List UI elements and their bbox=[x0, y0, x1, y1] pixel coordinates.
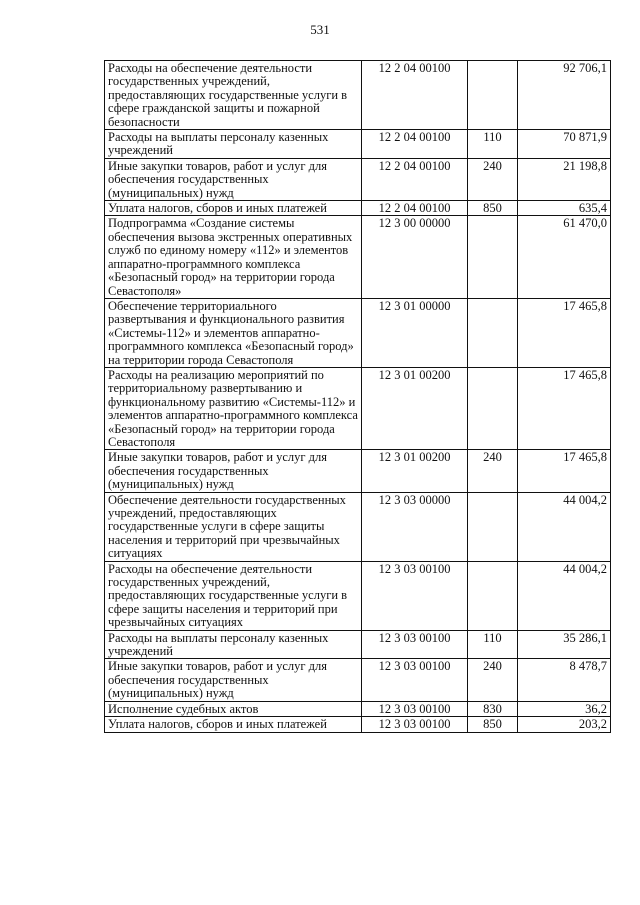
row-name: Расходы на обеспечение деятельности государственных учреждений, предоставляющих государственные услуги в сфере гражданской защиты и пожарной безопасности bbox=[105, 61, 362, 130]
row-amount: 70 871,9 bbox=[518, 130, 611, 159]
table-row bbox=[105, 630, 611, 659]
row-expense-type: 850 bbox=[468, 717, 518, 732]
row-expense-type bbox=[468, 61, 518, 130]
row-target-code: 12 3 01 00200 bbox=[362, 367, 468, 449]
row-name: Иные закупки товаров, работ и услуг для обеспечения государственных (муниципальных) нужд bbox=[105, 450, 362, 492]
row-name: Исполнение судебных актов bbox=[105, 701, 362, 716]
row-amount: 17 465,8 bbox=[518, 450, 611, 492]
row-expense-type bbox=[468, 216, 518, 298]
row-expense-type bbox=[468, 492, 518, 561]
row-name: Обеспечение деятельности государственных учреждений, предоставляющих государственные услуги в сфере защиты населения и территорий при чрезвычайных ситуациях bbox=[105, 492, 362, 561]
row-amount: 44 004,2 bbox=[518, 492, 611, 561]
row-name: Расходы на выплаты персоналу казенных учреждений bbox=[105, 130, 362, 159]
row-amount: 35 286,1 bbox=[518, 630, 611, 659]
row-target-code: 12 3 01 00000 bbox=[362, 298, 468, 367]
row-target-code: 12 3 03 00100 bbox=[362, 717, 468, 732]
row-expense-type: 830 bbox=[468, 701, 518, 716]
row-target-code: 12 2 04 00100 bbox=[362, 61, 468, 130]
table-row bbox=[105, 216, 611, 298]
row-target-code: 12 2 04 00100 bbox=[362, 201, 468, 216]
table-row bbox=[105, 158, 611, 200]
row-amount: 17 465,8 bbox=[518, 298, 611, 367]
table-row bbox=[105, 717, 611, 732]
row-amount: 44 004,2 bbox=[518, 561, 611, 630]
row-name: Расходы на обеспечение деятельности государственных учреждений, предоставляющих государственные услуги в сфере защиты населения и территорий при чрезвычайных ситуациях bbox=[105, 561, 362, 630]
row-target-code: 12 3 01 00200 bbox=[362, 450, 468, 492]
row-name: Уплата налогов, сборов и иных платежей bbox=[105, 717, 362, 732]
row-name: Подпрограмма «Создание системы обеспечения вызова экстренных оперативных служб по единому номеру «112» и элементов аппаратно-программного комплекса «Безопасный город» на территории города Севастополя» bbox=[105, 216, 362, 298]
row-name: Иные закупки товаров, работ и услуг для обеспечения государственных (муниципальных) нужд bbox=[105, 659, 362, 701]
row-amount: 635,4 bbox=[518, 201, 611, 216]
page-number: 531 bbox=[310, 22, 330, 37]
row-target-code: 12 3 03 00000 bbox=[362, 492, 468, 561]
row-expense-type: 110 bbox=[468, 130, 518, 159]
row-name: Уплата налогов, сборов и иных платежей bbox=[105, 201, 362, 216]
row-amount: 92 706,1 bbox=[518, 61, 611, 130]
table-row bbox=[105, 298, 611, 367]
row-amount: 8 478,7 bbox=[518, 659, 611, 701]
row-expense-type bbox=[468, 367, 518, 449]
row-amount: 17 465,8 bbox=[518, 367, 611, 449]
row-name: Обеспечение территориального развертывания и функционального развития «Системы-112» и элементов аппаратно-программного комплекса «Безопасный город» на территории города Севастополя bbox=[105, 298, 362, 367]
budget-table bbox=[104, 60, 611, 733]
row-expense-type bbox=[468, 561, 518, 630]
table-row bbox=[105, 201, 611, 216]
table-row bbox=[105, 492, 611, 561]
row-target-code: 12 2 04 00100 bbox=[362, 158, 468, 200]
table-row bbox=[105, 701, 611, 716]
table-row bbox=[105, 367, 611, 449]
row-expense-type: 240 bbox=[468, 450, 518, 492]
row-target-code: 12 2 04 00100 bbox=[362, 130, 468, 159]
table-row bbox=[105, 61, 611, 130]
row-amount: 36,2 bbox=[518, 701, 611, 716]
row-name: Иные закупки товаров, работ и услуг для обеспечения государственных (муниципальных) нужд bbox=[105, 158, 362, 200]
row-expense-type: 240 bbox=[468, 659, 518, 701]
table-row bbox=[105, 450, 611, 492]
row-name: Расходы на выплаты персоналу казенных учреждений bbox=[105, 630, 362, 659]
row-target-code: 12 3 03 00100 bbox=[362, 701, 468, 716]
row-expense-type: 110 bbox=[468, 630, 518, 659]
row-amount: 203,2 bbox=[518, 717, 611, 732]
table-row bbox=[105, 659, 611, 701]
row-target-code: 12 3 00 00000 bbox=[362, 216, 468, 298]
row-name: Расходы на реализацию мероприятий по территориальному развертыванию и функциональному развитию «Системы-112» и элементов аппаратно-программного комплекса «Безопасный город» на территории города Севастополя bbox=[105, 367, 362, 449]
row-expense-type: 850 bbox=[468, 201, 518, 216]
row-expense-type: 240 bbox=[468, 158, 518, 200]
row-expense-type bbox=[468, 298, 518, 367]
row-amount: 21 198,8 bbox=[518, 158, 611, 200]
row-target-code: 12 3 03 00100 bbox=[362, 561, 468, 630]
table-row bbox=[105, 130, 611, 159]
row-target-code: 12 3 03 00100 bbox=[362, 659, 468, 701]
row-amount: 61 470,0 bbox=[518, 216, 611, 298]
table-row bbox=[105, 561, 611, 630]
row-target-code: 12 3 03 00100 bbox=[362, 630, 468, 659]
